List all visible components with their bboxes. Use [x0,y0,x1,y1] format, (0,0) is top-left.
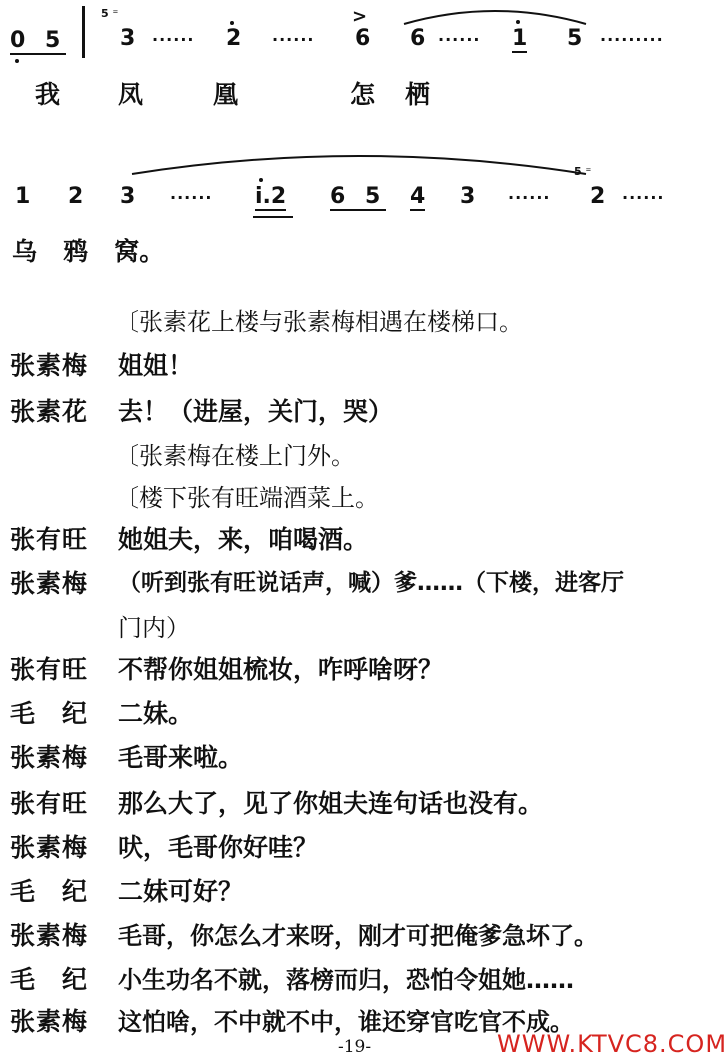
high-octave-dot [230,21,234,25]
dialogue-line: 毛哥，你怎么才来呀，刚才可把俺爹急坏了。 [118,922,598,950]
dialogue-line: 这怕啥，不中就不中，谁还穿官吃官不成。 [118,1008,574,1036]
note: 3 [120,26,136,51]
dialogue-line: 二妹可好？ [118,877,244,906]
note: 4 [410,184,426,209]
extension-dots: ········· [600,30,664,49]
note: 2 [226,26,242,51]
note-group: i.2 [255,184,287,209]
stage-direction: 〔楼下张有旺端酒菜上。 [115,484,379,512]
speaker-name: 张素花 [10,397,89,426]
double-underline [253,216,293,218]
speaker-name: 张有旺 [10,789,89,818]
dialogue-line: （听到张有旺说话声，喊）爹……（下楼，进客厅 [118,570,624,596]
note: 1 [15,184,31,209]
lyric-char: 栖 [405,80,431,109]
stage-direction: 〔张素花上楼与张素梅相遇在楼梯口。 [115,308,523,336]
note: 1 [512,26,528,51]
dialogue-line: 吠，毛哥你好哇？ [118,833,319,862]
note: 2 [590,184,606,209]
note: 2 [68,184,84,209]
high-octave-dot [259,178,263,182]
speaker-name: 张素梅 [10,569,89,598]
speaker-name: 张素梅 [10,351,89,380]
note: 6 [410,26,426,51]
speaker-name: 毛 纪 [10,877,89,906]
bar-line [82,6,85,58]
page-number: -19- [338,1037,372,1057]
extension-dots: ······ [272,30,315,49]
speaker-name: 张素梅 [10,1007,89,1036]
slur [128,148,590,178]
dialogue-line: 姐姐！ [118,351,194,380]
extension-dots: ······ [170,188,213,207]
lyric-char: 凰 [213,80,239,109]
speaker-name: 毛 纪 [10,965,89,994]
note: 3 [460,184,476,209]
note: 6 [355,26,371,51]
slur [400,4,590,28]
watermark: WWW.KTVC8.COM [497,1030,727,1058]
dialogue-line: 小生功名不就，落榜而归，恐怕令姐她…… [118,966,574,994]
lyric-char: 怎 [350,80,376,109]
lyric-char: 我 [35,80,61,109]
speaker-name: 张素梅 [10,833,89,862]
lyrics-row-2: 乌 鸦 窝。 [12,237,165,266]
pickup-notes: 0 5 [10,28,67,53]
extension-dots: ······ [508,188,551,207]
extension-dots: ······ [438,30,481,49]
speaker-name: 张有旺 [10,525,89,554]
dialogue-line: 不帮你姐姐梳妆，咋呼啥呀？ [118,655,444,684]
accent-mark: > [352,6,368,27]
speaker-name: 毛 纪 [10,699,89,728]
speaker-name: 张素梅 [10,743,89,772]
note: 3 [120,184,136,209]
grace-note: 5 ⁼ [101,7,119,20]
grace-note: 5 ⁼ [574,165,592,178]
lyric-char: 凤 [118,80,144,109]
dialogue-line: 毛哥来啦。 [118,743,244,772]
note: 5 [567,26,583,51]
dialogue-line: 去！（进屋，关门，哭） [118,397,394,426]
speaker-name: 张素梅 [10,921,89,950]
low-octave-dot [15,59,19,63]
extension-dots: ······ [622,188,665,207]
note-group: 6 5 [330,184,387,209]
stage-direction: 〔张素梅在楼上门外。 [115,442,355,470]
dialogue-continuation: 门内） [118,614,190,642]
dialogue-line: 那么大了，见了你姐夫连句话也没有。 [118,789,544,818]
extension-dots: ······ [152,30,195,49]
dialogue-line: 她姐夫，来，咱喝酒。 [118,525,369,554]
speaker-name: 张有旺 [10,655,89,684]
dialogue-line: 二妹。 [118,699,194,728]
